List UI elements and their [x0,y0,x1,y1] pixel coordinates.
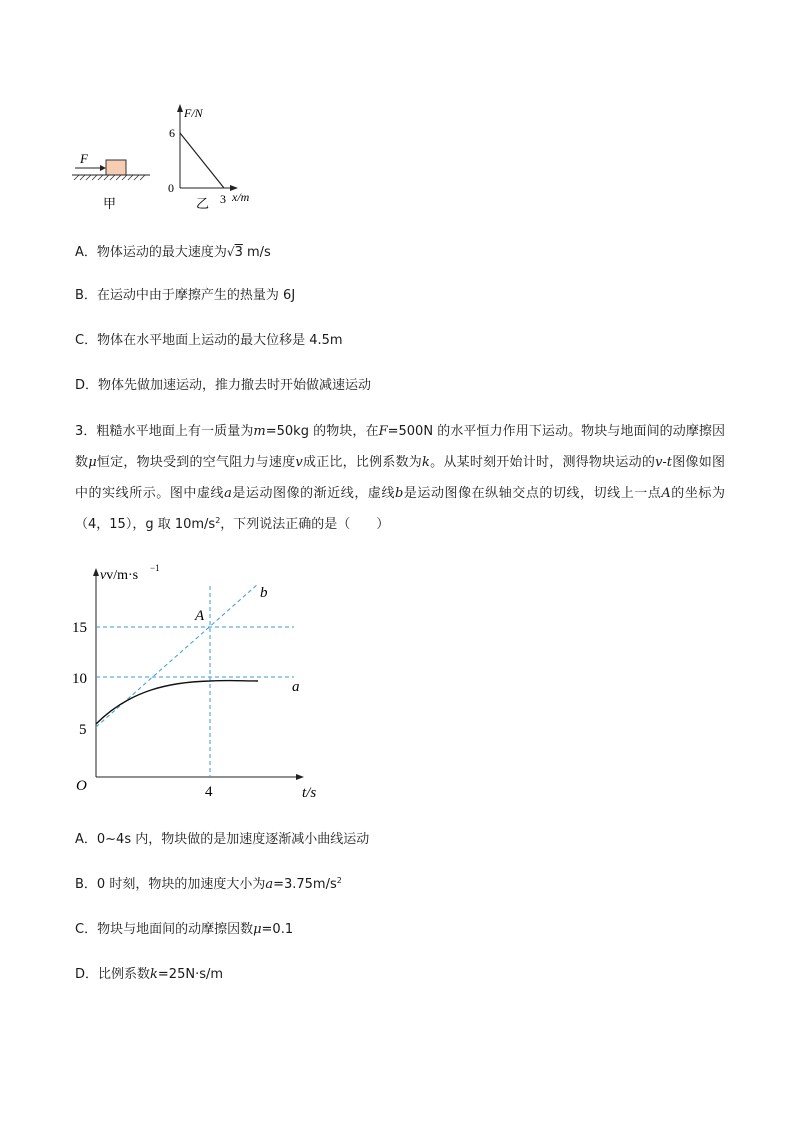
q3-option-b: B．0 时刻，物块的加速度大小为$a=3.75m/s^2$ [75,876,342,892]
q2-option-b: B．在运动中由于摩擦产生的热量为 6J [75,288,296,303]
y-axis-arrow [177,104,183,112]
sqrt-symbol: √ [226,245,235,259]
x-axis-label: x/m [232,190,250,204]
force-line [180,133,224,188]
vt-y-axis-arrow [93,568,99,576]
line-b-label: b [260,585,268,601]
vt-y-axis-label: vv/m·s [100,568,139,583]
q3-option-d: D．比例系数k=25N·s/m [75,967,224,982]
vt-x-axis-label: t/s [302,785,317,801]
q3-stem: 3．粗糙水平地面上有一质量为m=50kg 的物块，在F=500N 的水平恒力作用下运动。物块与地面间的动摩擦因数μ恒定，物块受到的空气阻力与速度v成正比，比例系数为k。从某时刻开始计时，测得物块运动的v-t图像如图中的实线所示。图中虚线a是运动图像的渐近线，虚线b是运动图像在纵轴交点的切线，切线上一点A的坐标为（4，15），g 取 $10m/s^2$，下列说法正确的是（ ） [75,424,725,532]
y-axis-label: F/N [184,106,203,120]
caption-yi: 乙 [196,197,210,212]
y-tick-6: 6 [169,126,175,140]
vt-y-tick-10: 10 [72,671,87,687]
vt-y-axis-exp: −1 [150,563,160,573]
vt-y-tick-5: 5 [79,722,87,738]
force-arrowhead [100,165,106,171]
sqrt-radicand: 3 [234,245,243,260]
ground-hatch [74,175,145,180]
q2-option-c: C．物体在水平地面上运动的最大位移是 4.5m [75,333,343,348]
block [106,160,126,175]
q2-option-d: D．物体先做加速运动，推力撤去时开始做减速运动 [75,378,372,393]
force-label: F [80,151,88,166]
q2-option-a: A．物体运动的最大速度为√3 m/s [75,245,271,260]
vt-curve [96,681,258,724]
vt-origin: O [76,778,87,794]
figure-yi [160,100,270,215]
tangent-b [96,584,258,727]
caption-jia: 甲 [103,197,117,212]
vt-graph [70,560,340,805]
point-a-label: A [195,608,205,624]
origin-label: 0 [168,181,174,195]
x-tick-3: 3 [220,192,226,206]
vt-x-tick-4: 4 [205,784,213,800]
line-a-label: a [292,679,300,695]
vt-y-tick-15: 15 [72,620,87,636]
q3-option-a: A．0~4s 内，物块做的是加速度逐渐减小曲线运动 [75,832,370,847]
q3-option-c: C．物块与地面间的动摩擦因数μ=0.1 [75,922,294,937]
figure-jia [70,145,160,215]
vt-x-axis-arrow [296,774,304,780]
